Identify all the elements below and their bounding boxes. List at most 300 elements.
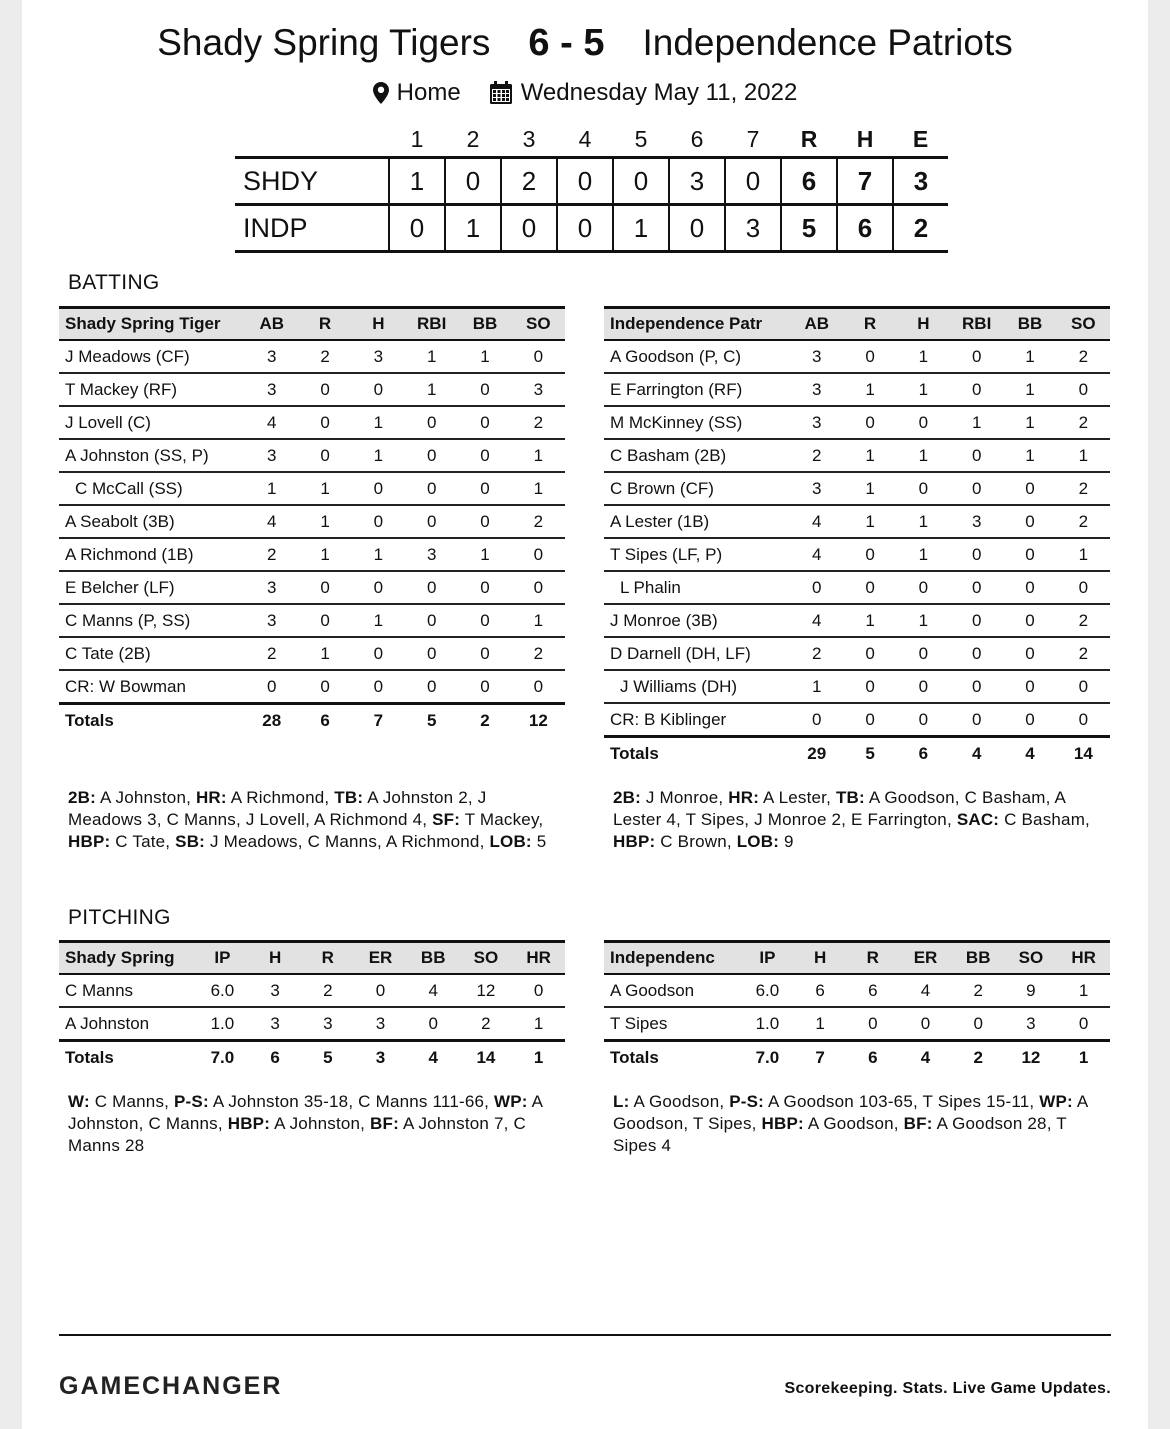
game-title — [22, 22, 1148, 65]
player-row — [59, 472, 565, 505]
location — [373, 79, 461, 107]
stat-column-header: BB — [420, 948, 446, 967]
total-cell: 29 — [790, 737, 843, 770]
stat-column-header: R — [863, 314, 877, 333]
stat-cell: 0 — [458, 604, 511, 637]
stat-cell: 0 — [352, 472, 405, 505]
stat-cell: 3 — [249, 1007, 302, 1041]
stat-cell: 3 — [245, 604, 298, 637]
note-text: A Goodson, T Sipes, — [613, 1092, 1088, 1133]
stat-cell: 0 — [950, 439, 1003, 472]
stat-column-header: H — [917, 314, 930, 333]
totals-row — [59, 704, 565, 737]
stat-cell: 4 — [790, 604, 843, 637]
stat-cell: 0 — [950, 604, 1003, 637]
inning-runs: 3 — [669, 158, 725, 205]
stat-column-header: SO — [1018, 948, 1044, 967]
line-score-row-away — [235, 205, 948, 252]
stat-cell: 0 — [950, 703, 1003, 737]
player-name: T Sipes — [604, 1007, 741, 1041]
note-label: SAC: — [956, 810, 1000, 829]
stat-cell: 0 — [458, 439, 511, 472]
total-cell: 6 — [897, 737, 950, 770]
total-cell: 14 — [1057, 737, 1110, 770]
stat-column-header: ER — [368, 948, 393, 967]
total-cell: 14 — [460, 1041, 513, 1074]
stat-column-header: SO — [1071, 314, 1096, 333]
stat-cell: 3 — [352, 340, 405, 373]
calendar-icon — [489, 81, 513, 105]
stat-cell: 0 — [790, 703, 843, 737]
player-row — [604, 340, 1110, 373]
stat-cell: 0 — [352, 571, 405, 604]
game-date — [489, 79, 798, 107]
footer-tagline: Scorekeeping. Stats. Live Game Updates. — [784, 1380, 1111, 1397]
batting-table-away — [604, 306, 1110, 769]
team-name-header: Independence Patr — [610, 314, 763, 333]
note-label: BF: — [370, 1114, 399, 1133]
stat-cell: 0 — [897, 703, 950, 737]
stat-cell: 2 — [1057, 340, 1110, 373]
note-label: WP: — [494, 1092, 528, 1111]
stat-cell: 0 — [458, 637, 511, 670]
stat-cell: 0 — [843, 637, 896, 670]
total-cell: 5 — [843, 737, 896, 770]
player-name: A Goodson (P, C) — [604, 340, 790, 373]
note-text: A Goodson 28, T Sipes 4 — [613, 1114, 1067, 1155]
stat-cell: 1.0 — [196, 1007, 249, 1041]
total-cell: 1 — [512, 1041, 565, 1074]
stat-cell: 0 — [298, 439, 351, 472]
stat-cell: 0 — [405, 439, 458, 472]
stat-cell: 1 — [1003, 373, 1056, 406]
total-runs: 6 — [781, 158, 837, 205]
stat-column-header: RBI — [417, 314, 447, 333]
stat-column-header: IP — [214, 948, 231, 967]
player-name: E Farrington (RF) — [604, 373, 790, 406]
note-text: C Tate, — [110, 832, 176, 851]
totals-row — [604, 737, 1110, 770]
stat-cell: 2 — [1057, 472, 1110, 505]
stat-cell: 2 — [460, 1007, 513, 1041]
note-label: HR: — [728, 788, 760, 807]
total-cell: 12 — [512, 704, 565, 737]
stat-cell: 1 — [458, 340, 511, 373]
stat-cell: 1 — [298, 637, 351, 670]
player-row — [604, 1007, 1110, 1041]
runs-header: R — [800, 125, 818, 152]
stat-cell: 1 — [897, 340, 950, 373]
batting-notes-home — [68, 787, 558, 853]
stat-cell: 2 — [1057, 406, 1110, 439]
note-text: A Johnston, C Manns, — [68, 1092, 543, 1133]
stat-cell: 0 — [512, 571, 565, 604]
stat-cell: 1 — [405, 340, 458, 373]
note-text: A Richmond, — [226, 788, 335, 807]
stat-cell: 1 — [843, 604, 896, 637]
inning-runs: 1 — [389, 158, 445, 205]
stat-column-header: H — [268, 948, 282, 967]
stat-cell: 0 — [298, 571, 351, 604]
home-team-name: Shady Spring Tigers — [157, 22, 491, 63]
note-label: P-S: — [174, 1092, 209, 1111]
player-name: CR: B Kiblinger — [604, 703, 790, 737]
note-label: HBP: — [761, 1114, 804, 1133]
stat-cell: 1 — [794, 1007, 847, 1041]
stat-cell: 3 — [405, 538, 458, 571]
stat-cell: 0 — [405, 472, 458, 505]
stat-cell: 0 — [843, 571, 896, 604]
stat-cell: 0 — [950, 472, 1003, 505]
note-label: WP: — [1039, 1092, 1073, 1111]
player-row — [59, 974, 565, 1007]
stat-cell: 3 — [301, 1007, 354, 1041]
stat-cell: 0 — [458, 373, 511, 406]
inning-runs: 0 — [669, 205, 725, 252]
player-row — [59, 637, 565, 670]
stat-cell: 3 — [790, 373, 843, 406]
stat-cell: 0 — [843, 670, 896, 703]
note-text: A Goodson, — [629, 1092, 730, 1111]
stat-cell: 0 — [298, 604, 351, 637]
stat-cell: 0 — [458, 670, 511, 704]
stat-cell: 6 — [794, 974, 847, 1007]
stat-cell: 0 — [512, 974, 565, 1007]
stat-column-header: H — [372, 314, 385, 333]
stat-cell: 0 — [512, 670, 565, 704]
stat-cell: 3 — [950, 505, 1003, 538]
player-row — [59, 1007, 565, 1041]
note-label: L: — [613, 1092, 630, 1111]
stat-cell: 1 — [1057, 974, 1110, 1007]
stat-cell: 0 — [458, 406, 511, 439]
player-name: E Belcher (LF) — [59, 571, 245, 604]
stat-cell: 0 — [245, 670, 298, 704]
note-label: P-S: — [729, 1092, 765, 1111]
stat-cell: 0 — [1003, 505, 1056, 538]
note-text: J Meadows, C Manns, A Richmond, — [205, 832, 490, 851]
player-row — [604, 703, 1110, 737]
note-text: A Lester, — [759, 788, 836, 807]
inning-header: 2 — [466, 125, 480, 152]
pitching-section-label: PITCHING — [68, 906, 171, 929]
note-label: 2B: — [613, 788, 641, 807]
stat-cell: 6 — [846, 974, 899, 1007]
stat-cell: 1 — [1003, 439, 1056, 472]
stat-cell: 2 — [512, 637, 565, 670]
totals-label: Totals — [604, 737, 790, 770]
player-row — [59, 571, 565, 604]
player-name: C Manns — [59, 974, 196, 1007]
totals-label: Totals — [59, 704, 245, 737]
inning-runs: 3 — [725, 205, 781, 252]
stat-cell: 0 — [950, 637, 1003, 670]
stat-cell: 12 — [460, 974, 513, 1007]
stat-cell: 4 — [899, 974, 952, 1007]
stat-cell: 4 — [790, 538, 843, 571]
stat-cell: 0 — [1057, 703, 1110, 737]
note-text: 9 — [779, 832, 794, 851]
player-row — [604, 604, 1110, 637]
team-abbrev: SHDY — [243, 165, 319, 196]
stat-column-header: RBI — [962, 314, 992, 333]
total-cell: 3 — [354, 1041, 407, 1074]
inning-header: 5 — [634, 125, 648, 152]
stat-cell: 4 — [245, 505, 298, 538]
line-score-table — [235, 122, 948, 253]
stat-column-header: SO — [526, 314, 551, 333]
stat-column-header: R — [866, 948, 879, 967]
totals-row — [59, 1041, 565, 1074]
player-name: C Tate (2B) — [59, 637, 245, 670]
player-row — [604, 505, 1110, 538]
stat-cell: 1 — [843, 472, 896, 505]
total-cell: 2 — [458, 704, 511, 737]
stat-cell: 1 — [897, 439, 950, 472]
stat-cell: 1 — [843, 505, 896, 538]
stat-cell: 0 — [899, 1007, 952, 1041]
team-name-header: Shady Spring Tiger — [65, 314, 221, 333]
total-hits: 7 — [837, 158, 893, 205]
team-name-header: Shady Spring — [65, 948, 175, 967]
stat-cell: 0 — [458, 472, 511, 505]
player-name: J Lovell (C) — [59, 406, 245, 439]
stat-cell: 0 — [897, 571, 950, 604]
player-name: T Sipes (LF, P) — [604, 538, 790, 571]
note-label: TB: — [835, 788, 865, 807]
stat-cell: 6.0 — [196, 974, 249, 1007]
stat-cell: 0 — [1003, 670, 1056, 703]
stat-cell: 0 — [405, 670, 458, 704]
stat-cell: 1 — [298, 538, 351, 571]
inning-runs: 2 — [501, 158, 557, 205]
stat-cell: 2 — [790, 637, 843, 670]
stat-cell: 1 — [352, 604, 405, 637]
player-name: L Phalin — [604, 571, 790, 604]
total-cell: 6 — [249, 1041, 302, 1074]
note-text: J Monroe, — [641, 788, 729, 807]
player-name: C Manns (P, SS) — [59, 604, 245, 637]
player-row — [59, 538, 565, 571]
player-row — [604, 571, 1110, 604]
away-team-name: Independence Patriots — [642, 22, 1013, 63]
map-pin-icon — [373, 82, 389, 104]
player-name: J Meadows (CF) — [59, 340, 245, 373]
stat-cell: 2 — [1057, 505, 1110, 538]
total-cell: 7.0 — [196, 1041, 249, 1074]
stat-cell: 1 — [352, 538, 405, 571]
stat-column-header: BB — [965, 948, 991, 967]
stat-cell: 1 — [512, 604, 565, 637]
stat-cell: 1 — [1057, 439, 1110, 472]
player-row — [59, 406, 565, 439]
line-score-row-home — [235, 158, 948, 205]
note-text: A Goodson, C Basham, A Lester 4, T Sipes, J Monroe 2, E Farrington, — [613, 788, 1066, 829]
total-errors: 3 — [893, 158, 948, 205]
stat-cell: 9 — [1005, 974, 1058, 1007]
stat-cell: 1 — [897, 604, 950, 637]
stat-cell: 0 — [950, 670, 1003, 703]
stat-column-header: HR — [1071, 948, 1096, 967]
pitching-notes-home — [68, 1091, 558, 1157]
stat-cell: 0 — [405, 571, 458, 604]
inning-header: 4 — [578, 125, 592, 152]
total-cell: 4 — [899, 1041, 952, 1074]
player-name: T Mackey (RF) — [59, 373, 245, 406]
player-row — [604, 472, 1110, 505]
inning-runs: 0 — [557, 158, 613, 205]
stat-cell: 1 — [897, 373, 950, 406]
pitching-table-home — [59, 940, 565, 1073]
player-name: M McKinney (SS) — [604, 406, 790, 439]
total-cell: 6 — [846, 1041, 899, 1074]
stat-cell: 0 — [458, 571, 511, 604]
pitching-table-away — [604, 940, 1110, 1073]
stat-cell: 0 — [790, 571, 843, 604]
player-name: A Seabolt (3B) — [59, 505, 245, 538]
stat-cell: 3 — [249, 974, 302, 1007]
inning-runs: 1 — [445, 205, 501, 252]
stat-cell: 0 — [354, 974, 407, 1007]
stat-cell: 3 — [790, 340, 843, 373]
stat-cell: 3 — [245, 439, 298, 472]
stat-cell: 4 — [790, 505, 843, 538]
stat-cell: 0 — [897, 670, 950, 703]
stat-cell: 2 — [298, 340, 351, 373]
stat-cell: 1 — [352, 406, 405, 439]
note-label: LOB: — [736, 832, 780, 851]
stat-header-row — [59, 942, 565, 975]
stat-cell: 3 — [245, 373, 298, 406]
total-cell: 7.0 — [741, 1041, 794, 1074]
stat-cell: 2 — [1057, 637, 1110, 670]
player-row — [604, 974, 1110, 1007]
stat-column-header: HR — [526, 948, 551, 967]
player-name: A Johnston (SS, P) — [59, 439, 245, 472]
inning-runs: 0 — [501, 205, 557, 252]
stat-cell: 6.0 — [741, 974, 794, 1007]
player-row — [604, 670, 1110, 703]
stat-cell: 0 — [512, 538, 565, 571]
stat-cell: 2 — [245, 538, 298, 571]
stat-cell: 3 — [354, 1007, 407, 1041]
player-row — [59, 604, 565, 637]
stat-cell: 0 — [843, 406, 896, 439]
stat-cell: 3 — [245, 340, 298, 373]
stat-cell: 3 — [512, 373, 565, 406]
stat-cell: 0 — [1003, 571, 1056, 604]
stat-column-header: AB — [804, 314, 830, 333]
player-row — [59, 505, 565, 538]
note-label: SF: — [432, 810, 461, 829]
totals-row — [604, 1041, 1110, 1074]
totals-label: Totals — [59, 1041, 196, 1074]
stat-cell: 0 — [1057, 373, 1110, 406]
stat-cell: 4 — [245, 406, 298, 439]
stat-cell: 0 — [950, 538, 1003, 571]
stat-cell: 0 — [843, 538, 896, 571]
note-label: HBP: — [227, 1114, 271, 1133]
stat-column-header: BB — [472, 314, 498, 333]
total-cell: 4 — [1003, 737, 1056, 770]
inning-header: 3 — [522, 125, 536, 152]
final-score: 6 - 5 — [528, 22, 605, 64]
stat-cell: 1 — [897, 505, 950, 538]
inning-header: 6 — [690, 125, 704, 152]
stat-cell: 3 — [790, 406, 843, 439]
inning-runs: 0 — [389, 205, 445, 252]
team-name-header: Independenc — [610, 948, 715, 967]
note-label: HBP: — [68, 832, 111, 851]
total-cell: 5 — [301, 1041, 354, 1074]
footer-divider — [59, 1334, 1111, 1336]
stat-header-row — [604, 942, 1110, 975]
stat-cell: 1 — [458, 538, 511, 571]
inning-runs: 0 — [557, 205, 613, 252]
stat-cell: 1.0 — [741, 1007, 794, 1041]
stat-cell: 1 — [1057, 538, 1110, 571]
stat-header-row — [59, 308, 565, 341]
player-row — [604, 373, 1110, 406]
stat-cell: 0 — [950, 373, 1003, 406]
note-label: SB: — [175, 832, 206, 851]
total-cell: 7 — [794, 1041, 847, 1074]
note-text: A Johnston 7, C Manns 28 — [68, 1114, 526, 1155]
stat-cell: 3 — [790, 472, 843, 505]
note-text: A Johnston 2, J Meadows 3, C Manns, J Lovell, A Richmond 4, — [68, 788, 487, 829]
stat-cell: 0 — [950, 340, 1003, 373]
stat-cell: 0 — [1003, 538, 1056, 571]
stat-cell: 0 — [1003, 604, 1056, 637]
line-score-header — [235, 122, 948, 158]
stat-cell: 0 — [843, 340, 896, 373]
game-meta — [22, 79, 1148, 107]
total-cell: 4 — [950, 737, 1003, 770]
note-text: C Basham, — [999, 810, 1090, 829]
gamechanger-logo: GAMECHANGER — [59, 1372, 283, 1400]
batting-section-label: BATTING — [68, 271, 160, 294]
stat-column-header: IP — [759, 948, 776, 967]
stat-cell: 0 — [298, 670, 351, 704]
total-cell: 28 — [245, 704, 298, 737]
stat-column-header: SO — [473, 948, 499, 967]
player-row — [604, 406, 1110, 439]
stat-cell: 0 — [1057, 1007, 1110, 1041]
batting-table-home — [59, 306, 565, 736]
player-row — [59, 439, 565, 472]
stat-cell: 0 — [1003, 703, 1056, 737]
player-name: A Richmond (1B) — [59, 538, 245, 571]
inning-header: 7 — [746, 125, 760, 152]
stat-cell: 0 — [952, 1007, 1005, 1041]
inning-header: 1 — [410, 125, 424, 152]
total-hits: 6 — [837, 205, 893, 252]
stat-cell: 0 — [846, 1007, 899, 1041]
stat-cell: 1 — [1003, 340, 1056, 373]
box-score-sheet — [22, 0, 1148, 1429]
total-cell: 2 — [952, 1041, 1005, 1074]
total-cell: 12 — [1005, 1041, 1058, 1074]
stat-cell: 0 — [950, 571, 1003, 604]
player-name: C Basham (2B) — [604, 439, 790, 472]
stat-cell: 0 — [405, 505, 458, 538]
stat-column-header: R — [321, 948, 334, 967]
stat-cell: 2 — [512, 505, 565, 538]
inning-runs: 0 — [613, 158, 669, 205]
pitching-notes-away — [613, 1091, 1103, 1157]
stat-cell: 1 — [843, 439, 896, 472]
stat-cell: 1 — [1003, 406, 1056, 439]
